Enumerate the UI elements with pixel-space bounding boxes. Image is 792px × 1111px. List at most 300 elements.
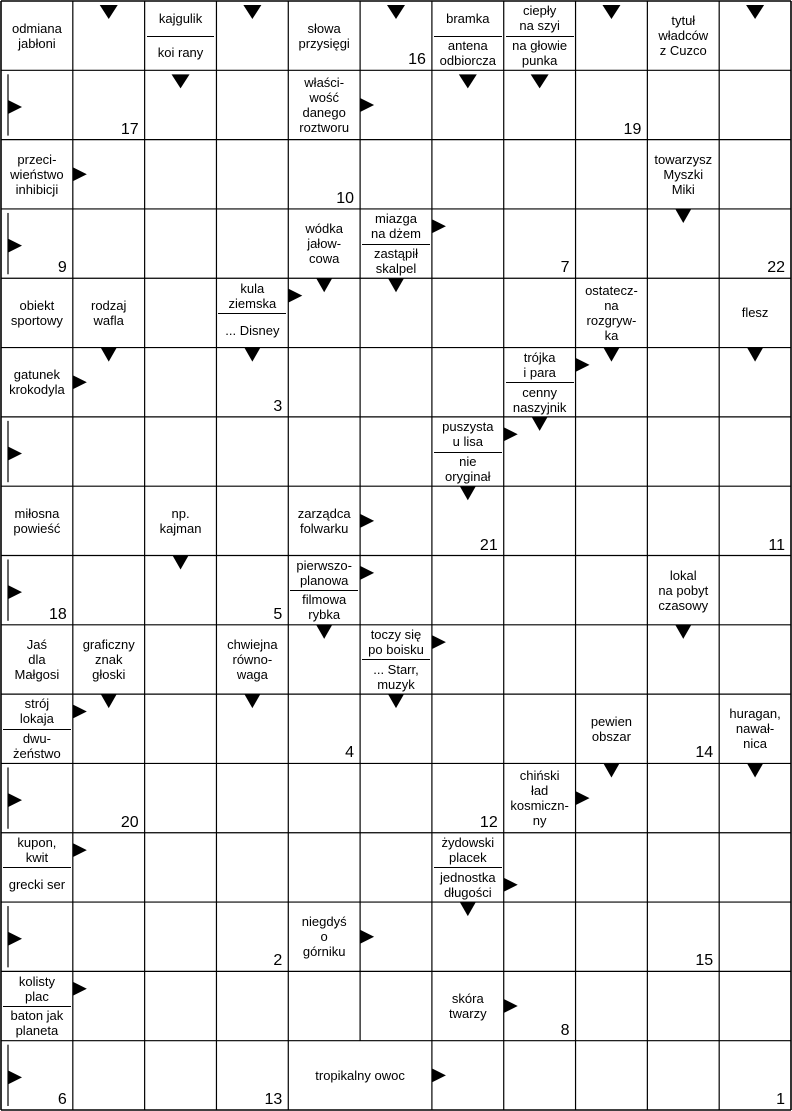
answer-cell[interactable] [647,694,719,763]
clue-line: ład [530,783,549,799]
down-arrow-icon [675,625,691,639]
clue-cell [288,70,360,139]
clue-line: strój [24,696,50,712]
clue-cell [719,278,791,347]
answer-cell[interactable] [504,971,576,1040]
clue-text [432,971,504,1040]
clue-text [360,209,432,244]
down-arrow-icon [460,902,476,916]
clue-line: u lisa [452,434,483,450]
solution-number: 4 [345,744,355,762]
clue-line: przeci- [17,151,57,167]
clue-cell [576,278,648,347]
clue-line: na [604,297,619,313]
answer-cell[interactable] [288,694,360,763]
right-arrow-icon [73,375,87,389]
clue-line: kupon, [17,835,57,851]
clue-divider [434,452,502,453]
right-arrow-icon [360,930,374,944]
answer-cell[interactable] [432,486,504,555]
answer-cell[interactable] [1,209,73,278]
clue-line: gatunek [13,367,61,383]
clue-cell [432,1,504,70]
clue-cell [432,417,504,486]
clue-line: długości [443,884,492,900]
right-arrow-icon [73,982,87,996]
clue-divider [147,36,215,37]
clue-line: flesz [741,305,769,321]
solution-number: 12 [479,813,498,831]
clue-text [1,348,73,417]
answer-cell[interactable] [647,902,719,971]
right-arrow-icon [504,427,518,441]
solution-number: 3 [273,397,283,415]
right-arrow-icon [360,566,374,580]
clue-cell [1,140,73,209]
clue-line: muzyk [377,676,415,692]
clue-cell [647,556,719,625]
clue-divider [3,1006,71,1007]
clue-cell [504,763,576,832]
clue-line: przysięgi [298,35,350,51]
clue-line: ziemska [228,295,277,311]
clue-text [288,1,360,70]
clue-line: puszysta [442,419,494,435]
clue-line: jałow- [307,236,342,252]
clue-line: równo- [232,651,273,667]
clue-cell [73,278,145,347]
clue-line: wódka [305,221,343,237]
down-arrow-icon [388,278,404,292]
clue-divider [434,36,502,37]
clue-text [1,1006,73,1041]
clue-line: pierwszo- [296,557,352,573]
clue-cell [288,902,360,971]
clue-cell [1,833,73,902]
answer-cell[interactable] [576,1,648,70]
clue-line: wafla [93,312,124,328]
down-arrow-icon [603,348,619,362]
clue-line: obiekt [19,297,55,313]
clue-text [1,625,73,694]
clue-text [145,36,217,71]
answer-cell[interactable] [504,70,576,139]
clue-text [360,244,432,279]
clue-line: górniku [302,944,346,960]
down-arrow-icon [388,694,404,708]
clue-cell [1,1,73,70]
down-arrow-icon [675,209,691,223]
right-arrow-icon [73,704,87,718]
clue-text [1,833,73,868]
right-arrow-icon [576,358,590,372]
clue-line: towarzysz [654,151,713,167]
clue-cell [145,1,217,70]
answer-cell[interactable] [216,1041,288,1110]
clue-divider [506,36,574,37]
clue-text [719,694,791,763]
clue-line: kajgulik [158,10,203,26]
clue-line: cowa [308,251,340,267]
solution-number: 16 [408,51,426,69]
clue-line: Jaś [26,636,48,652]
answer-cell[interactable] [719,1,791,70]
clue-divider [3,867,71,868]
clue-text [288,902,360,971]
clue-text [432,452,504,487]
answer-cell[interactable] [1,902,73,971]
solution-number: 21 [479,536,498,554]
clue-text [504,763,576,832]
clue-line: trójka [523,349,556,365]
clue-line: zarządca [297,505,351,521]
clue-cell [288,556,360,625]
clue-line: ny [532,813,547,829]
down-arrow-icon [173,556,189,570]
clue-cell [1,486,73,555]
clue-text [288,1041,432,1110]
clue-line: huragan, [729,706,781,722]
clue-text [216,625,288,694]
clue-line: plac [24,988,49,1004]
clue-line: punka [521,52,558,68]
clue-line: graficzny [82,636,135,652]
clue-cell [1,278,73,347]
clue-line: ... Disney [225,322,280,338]
clue-line: niegdyś [301,914,347,930]
down-arrow-icon [747,348,763,362]
clue-text [1,140,73,209]
solution-number: 15 [695,952,714,970]
solution-number: 17 [120,120,139,138]
clue-line: żeństwo [13,746,61,762]
answer-cell[interactable] [719,209,791,278]
clue-line: zastąpił [373,245,419,261]
right-arrow-icon [73,167,87,181]
answer-cell[interactable] [216,348,288,417]
clue-line: odbiorcza [439,52,496,68]
answer-cell[interactable] [216,1,288,70]
clue-line: czasowy [658,597,709,613]
clue-line: toczy się [370,627,422,643]
clue-cell [360,625,432,694]
clue-text [360,659,432,694]
clue-cell [432,971,504,1040]
solution-number: 5 [273,605,283,623]
answer-cell[interactable] [1,417,73,486]
clue-cell [288,1041,432,1110]
solution-number: 2 [273,952,283,970]
clue-divider [218,313,286,314]
clue-line: z Cuzco [659,43,707,59]
clue-cell [1,694,73,763]
clue-line: miazga [375,211,417,227]
clue-line: głoski [92,666,126,682]
clue-line: rodzaj [91,297,127,313]
clue-line: ostatecz- [585,282,638,298]
clue-line: baton jak [10,1008,64,1024]
clue-line: kajman [159,520,202,536]
solution-number: 18 [49,605,67,623]
clue-line: tytuł [671,13,696,29]
clue-line: powieść [13,520,61,536]
clue-line: dwu- [22,731,51,747]
clue-text [647,1,719,70]
clue-cell [288,209,360,278]
right-arrow-icon [360,98,374,112]
answer-cell[interactable] [73,1,145,70]
solution-number: 7 [560,259,570,277]
clue-line: antena [447,37,488,53]
clue-line: nica [743,736,767,752]
clue-line: Miki [671,181,695,197]
clue-line: lokal [669,567,697,583]
clue-line: sportowy [10,312,63,328]
clue-text [1,278,73,347]
right-arrow-icon [288,289,302,303]
clue-text [73,278,145,347]
clue-text [504,348,576,383]
clue-line: jednostka [439,869,496,885]
clue-line: nie [459,453,477,469]
clue-line: rybka [308,607,341,623]
clue-line: skalpel [375,260,417,276]
right-arrow-icon [73,843,87,857]
clue-line: kosmiczn- [510,798,569,814]
answer-cell[interactable] [1,763,73,832]
clue-cell [1,348,73,417]
solution-number: 11 [768,536,785,554]
clue-text [216,313,288,348]
answer-cell[interactable] [216,902,288,971]
clue-line: naszyjnik [512,399,567,415]
clue-cell [432,833,504,902]
answer-cell[interactable] [1,1041,73,1110]
clue-line: inhibicji [15,181,59,197]
clue-text [216,278,288,313]
clue-line: chwiejna [227,636,278,652]
clue-line: planeta [15,1023,59,1039]
clue-cell [576,694,648,763]
clue-cell [288,486,360,555]
clue-line: żydowski [441,835,495,851]
answer-cell[interactable] [719,1041,791,1110]
clue-line: miłosna [14,505,60,521]
clue-text [288,590,360,625]
clue-text [288,556,360,591]
right-arrow-icon [504,878,518,892]
clue-line: filmowa [302,592,347,608]
clue-text [1,694,73,729]
clue-cell [1,971,73,1040]
clue-line: skóra [451,991,484,1007]
clue-divider [362,244,430,245]
answer-cell[interactable] [360,1,432,70]
clue-line: twarzy [449,1006,487,1022]
clue-line: tropikalny owoc [315,1067,405,1083]
clue-line: koi rany [157,45,204,61]
clue-line: kolisty [18,973,55,989]
clue-text [432,867,504,902]
clue-text [504,382,576,417]
clue-divider [434,867,502,868]
answer-cell[interactable] [719,486,791,555]
clue-text [504,1,576,36]
solution-number: 22 [767,259,785,277]
clue-line: placek [449,850,487,866]
right-arrow-icon [432,635,446,649]
clue-divider [362,659,430,660]
clue-text [360,625,432,660]
clue-cell [145,486,217,555]
clue-cell [504,1,576,70]
clue-cell [1,625,73,694]
clue-line: właści- [304,74,345,90]
clue-text [576,694,648,763]
clue-line: na pobyt [658,582,709,598]
clue-divider [290,590,358,591]
clue-line: władców [658,28,709,44]
solution-number: 13 [264,1091,283,1108]
clue-cell [216,278,288,347]
clue-text [145,486,217,555]
clue-text [1,1,73,70]
clue-line: folwarku [299,520,349,536]
solution-number: 1 [776,1091,785,1108]
clue-text [288,209,360,278]
clue-line: po boisku [368,642,424,658]
down-arrow-icon [101,348,117,362]
down-arrow-icon [603,763,619,777]
clue-text [73,625,145,694]
clue-line: o [320,929,328,945]
answer-cell[interactable] [216,556,288,625]
answer-cell[interactable] [576,70,648,139]
clue-text [1,729,73,764]
clue-line: słowa [307,20,341,36]
clue-line: kula [240,280,265,296]
down-arrow-icon [747,763,763,777]
right-arrow-icon [576,791,590,805]
clue-line: bramka [446,10,490,26]
solution-number: 10 [336,189,355,207]
clue-line: chiński [519,768,560,784]
clue-cell [360,209,432,278]
clue-line: planowa [299,572,349,588]
clue-line: odmiana [11,20,62,36]
solution-number: 20 [120,813,139,831]
clue-line: Małgosi [14,666,60,682]
answer-cell[interactable] [504,209,576,278]
clue-cell [719,694,791,763]
answer-cell[interactable] [1,556,73,625]
answer-cell[interactable] [432,70,504,139]
clue-line: ... Starr, [373,661,419,677]
clue-line: pewien [590,713,633,729]
clue-text [576,278,648,347]
clue-line: cenny [522,384,557,400]
clue-line: Myszki [663,166,704,182]
clue-text [504,36,576,71]
clue-line: znak [94,651,123,667]
right-arrow-icon [432,1068,446,1082]
right-arrow-icon [432,219,446,233]
clue-text [1,867,73,902]
solution-number: 19 [623,120,642,138]
clue-line: dla [28,651,46,667]
clue-text [432,417,504,452]
solution-number: 8 [560,1021,570,1039]
clue-line: rozgryw- [586,312,637,328]
clue-text [1,486,73,555]
clue-line: jabłoni [18,35,56,51]
solution-number: 9 [57,259,67,277]
clue-text [432,833,504,868]
clue-line: danego [302,104,346,120]
clue-line: obszar [591,728,631,744]
clue-cell [647,1,719,70]
clue-text [719,278,791,347]
clue-cell [504,348,576,417]
clue-text [288,70,360,139]
clue-text [647,556,719,625]
clue-text [647,140,719,209]
down-arrow-icon [316,625,332,639]
clue-line: np. [171,505,190,521]
answer-cell[interactable] [1,70,73,139]
clue-cell [288,1,360,70]
clue-line: wieństwo [10,166,64,182]
clue-line: na głowie [512,37,568,53]
clue-line: grecki ser [8,877,66,893]
clue-line: oryginał [445,468,491,484]
clue-line: wość [309,89,339,105]
answer-cell[interactable] [145,70,217,139]
clue-text [1,971,73,1006]
answer-cell[interactable] [288,140,360,209]
clue-line: ciepły [523,3,557,19]
down-arrow-icon [532,417,548,431]
answer-cell[interactable] [73,763,145,832]
clue-text [432,36,504,71]
clue-line: kwit [25,850,49,866]
solution-number: 14 [695,744,714,762]
clue-cell [216,625,288,694]
clue-line: i para [523,364,556,380]
answer-cell[interactable] [432,763,504,832]
clue-cell [73,625,145,694]
clue-line: krokodyla [9,382,65,398]
clue-divider [3,729,71,730]
solution-number: 6 [57,1091,67,1108]
clue-text [432,1,504,36]
clue-text [145,1,217,36]
clue-line: nawał- [735,721,775,737]
down-arrow-icon [316,278,332,292]
clue-line: lokaja [19,711,54,727]
clue-text [288,486,360,555]
down-arrow-icon [101,694,117,708]
right-arrow-icon [360,514,374,528]
answer-cell[interactable] [73,70,145,139]
clue-divider [506,382,574,383]
clue-line: waga [236,666,268,682]
clue-line: ka [604,327,619,343]
clue-line: roztworu [299,119,350,135]
clue-line: na szyi [519,18,560,34]
down-arrow-icon [244,694,260,708]
clue-cell [647,140,719,209]
